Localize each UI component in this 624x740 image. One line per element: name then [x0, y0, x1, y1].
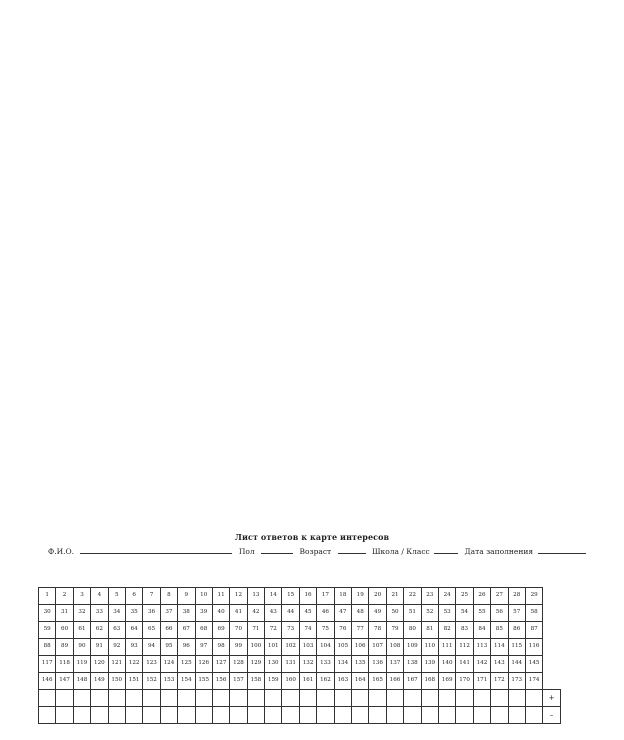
question-number-cell: 169 — [438, 673, 455, 690]
question-number-cell: 44 — [282, 605, 299, 622]
question-number-cell: 166 — [386, 673, 403, 690]
question-number-cell: 24 — [438, 588, 455, 605]
fio-input-line[interactable] — [80, 547, 232, 554]
question-number-cell: 110 — [421, 639, 438, 656]
answer-mark-cell[interactable] — [352, 707, 369, 724]
date-input-line[interactable] — [538, 547, 586, 554]
fio-label: Ф.И.О. — [48, 547, 75, 556]
question-number-cell: 159 — [265, 673, 282, 690]
answer-mark-cell[interactable] — [56, 690, 73, 707]
question-number-cell: 130 — [265, 656, 282, 673]
question-number-cell: 145 — [525, 656, 542, 673]
question-number-cell: 101 — [265, 639, 282, 656]
answer-mark-row — [39, 707, 561, 724]
answer-mark-cell[interactable] — [195, 690, 212, 707]
question-number-cell: 100 — [247, 639, 264, 656]
question-number-cell: 108 — [386, 639, 403, 656]
question-number-cell: 40 — [212, 605, 229, 622]
question-number-cell: 68 — [195, 622, 212, 639]
question-number-cell: 21 — [386, 588, 403, 605]
answer-mark-cell[interactable] — [247, 707, 264, 724]
question-number-cell: 67 — [178, 622, 195, 639]
answer-mark-cell[interactable] — [508, 707, 525, 724]
question-number-cell: 54 — [456, 605, 473, 622]
question-number-cell: 102 — [282, 639, 299, 656]
gender-input-line[interactable] — [261, 547, 293, 554]
question-number-cell: 29 — [525, 588, 542, 605]
question-number-cell: 148 — [73, 673, 90, 690]
question-number-cell: 47 — [334, 605, 351, 622]
school-input-line[interactable] — [434, 547, 458, 554]
question-number-cell: 137 — [386, 656, 403, 673]
question-number-cell: 62 — [91, 622, 108, 639]
question-number-cell: 124 — [160, 656, 177, 673]
question-number-cell: 75 — [317, 622, 334, 639]
question-number-cell: 104 — [317, 639, 334, 656]
question-number-cell: 26 — [473, 588, 490, 605]
question-number-cell: 64 — [125, 622, 142, 639]
question-number-cell: 86 — [508, 622, 525, 639]
question-number-cell: 51 — [404, 605, 421, 622]
question-number-cell: 90 — [73, 639, 90, 656]
question-number-cell: 1 — [39, 588, 56, 605]
answer-mark-cell[interactable] — [299, 690, 316, 707]
question-number-cell: 4 — [91, 588, 108, 605]
answer-mark-cell[interactable] — [317, 690, 334, 707]
question-number-cell: 165 — [369, 673, 386, 690]
answer-mark-cell[interactable] — [352, 690, 369, 707]
question-number-cell: 167 — [404, 673, 421, 690]
question-number-cell: 10 — [195, 588, 212, 605]
question-number-cell: 55 — [473, 605, 490, 622]
question-number-cell: 142 — [473, 656, 490, 673]
question-number-cell: 106 — [352, 639, 369, 656]
answer-mark-cell[interactable] — [125, 690, 142, 707]
answer-mark-cell[interactable] — [160, 690, 177, 707]
question-number-cell: 28 — [508, 588, 525, 605]
answer-mark-cell[interactable] — [456, 690, 473, 707]
question-number-cell: 172 — [491, 673, 508, 690]
empty-cell — [543, 656, 560, 673]
question-number-cell: 134 — [334, 656, 351, 673]
question-number-cell: 84 — [473, 622, 490, 639]
question-number-cell: 2 — [56, 588, 73, 605]
question-number-cell: 128 — [230, 656, 247, 673]
question-number-cell: 41 — [230, 605, 247, 622]
question-number-cell: 57 — [508, 605, 525, 622]
answer-mark-cell[interactable] — [265, 707, 282, 724]
question-number-cell: 82 — [438, 622, 455, 639]
question-number-cell: 8 — [160, 588, 177, 605]
answer-mark-cell[interactable] — [438, 707, 455, 724]
answer-mark-cell[interactable] — [508, 690, 525, 707]
question-number-cell: 168 — [421, 673, 438, 690]
answer-mark-cell[interactable] — [369, 707, 386, 724]
answer-mark-cell[interactable] — [265, 690, 282, 707]
question-number-cell: 96 — [178, 639, 195, 656]
question-number-cell: 46 — [317, 605, 334, 622]
question-number-cell: 119 — [73, 656, 90, 673]
question-number-cell: 78 — [369, 622, 386, 639]
question-number-cell: 126 — [195, 656, 212, 673]
question-number-cell: 132 — [299, 656, 316, 673]
question-number-cell: 170 — [456, 673, 473, 690]
question-number-cell: 171 — [473, 673, 490, 690]
school-label: Школа / Класс — [372, 547, 430, 556]
question-number-cell: 109 — [404, 639, 421, 656]
empty-cell — [543, 639, 560, 656]
answer-mark-cell[interactable] — [438, 690, 455, 707]
answer-mark-cell[interactable] — [334, 690, 351, 707]
empty-cell — [543, 605, 560, 622]
question-number-cell: 30 — [39, 605, 56, 622]
question-number-cell: 42 — [247, 605, 264, 622]
answer-mark-cell[interactable] — [386, 690, 403, 707]
question-number-cell: 164 — [352, 673, 369, 690]
question-number-cell: 111 — [438, 639, 455, 656]
question-number-cell: 154 — [178, 673, 195, 690]
question-number-cell: 63 — [108, 622, 125, 639]
question-number-cell: 115 — [508, 639, 525, 656]
question-number-cell: 143 — [491, 656, 508, 673]
answer-mark-cell[interactable] — [230, 707, 247, 724]
question-number-cell: 112 — [456, 639, 473, 656]
question-number-cell: 38 — [178, 605, 195, 622]
answer-mark-cell[interactable] — [73, 707, 90, 724]
question-number-cell: 59 — [39, 622, 56, 639]
question-number-cell: 122 — [125, 656, 142, 673]
question-number-cell: 56 — [491, 605, 508, 622]
answer-mark-cell[interactable] — [39, 707, 56, 724]
question-number-cell: 36 — [143, 605, 160, 622]
question-number-cell: 91 — [91, 639, 108, 656]
question-number-cell: 14 — [265, 588, 282, 605]
question-number-cell: 138 — [404, 656, 421, 673]
answer-mark-cell[interactable] — [491, 707, 508, 724]
answer-mark-cell[interactable] — [247, 690, 264, 707]
question-number-cell: 162 — [317, 673, 334, 690]
answer-mark-cell[interactable] — [125, 707, 142, 724]
answer-mark-cell[interactable] — [178, 690, 195, 707]
question-number-cell: 127 — [212, 656, 229, 673]
question-number-cell: 15 — [282, 588, 299, 605]
question-number-cell: 158 — [247, 673, 264, 690]
gender-label: Пол — [238, 547, 255, 556]
question-number-cell: 9 — [178, 588, 195, 605]
question-number-cell: 81 — [421, 622, 438, 639]
answer-mark-cell[interactable] — [456, 707, 473, 724]
question-number-cell: 5 — [108, 588, 125, 605]
question-number-cell: 45 — [299, 605, 316, 622]
question-number-cell: 98 — [212, 639, 229, 656]
question-number-cell: 58 — [525, 605, 542, 622]
question-number-cell: 125 — [178, 656, 195, 673]
question-number-cell: 174 — [525, 673, 542, 690]
question-number-cell: 61 — [73, 622, 90, 639]
answer-mark-cell[interactable] — [143, 690, 160, 707]
question-number-cell: 173 — [508, 673, 525, 690]
question-number-cell: 161 — [299, 673, 316, 690]
question-number-cell: 53 — [438, 605, 455, 622]
question-number-cell: 150 — [108, 673, 125, 690]
question-number-cell: 70 — [230, 622, 247, 639]
answer-mark-cell[interactable] — [56, 707, 73, 724]
question-number-cell: 69 — [212, 622, 229, 639]
question-number-cell: 94 — [143, 639, 160, 656]
grid-row — [39, 588, 561, 605]
question-number-cell: 19 — [352, 588, 369, 605]
question-number-cell: 153 — [160, 673, 177, 690]
answer-mark-cell[interactable] — [404, 707, 421, 724]
question-number-cell: 149 — [91, 673, 108, 690]
answer-mark-cell[interactable] — [421, 707, 438, 724]
question-number-cell: 118 — [56, 656, 73, 673]
question-number-cell: 50 — [386, 605, 403, 622]
question-number-cell: 146 — [39, 673, 56, 690]
question-number-cell: 31 — [56, 605, 73, 622]
question-number-cell: 117 — [39, 656, 56, 673]
question-number-cell: 92 — [108, 639, 125, 656]
answer-mark-cell[interactable] — [91, 690, 108, 707]
question-number-cell: 135 — [352, 656, 369, 673]
answer-mark-cell[interactable] — [230, 690, 247, 707]
answer-mark-cell[interactable] — [317, 707, 334, 724]
question-number-cell: 114 — [491, 639, 508, 656]
question-number-cell: 12 — [230, 588, 247, 605]
question-number-cell: 155 — [195, 673, 212, 690]
answer-mark-cell[interactable] — [473, 707, 490, 724]
question-number-cell: 32 — [73, 605, 90, 622]
question-number-cell: 129 — [247, 656, 264, 673]
question-number-cell: 160 — [282, 673, 299, 690]
question-number-cell: 97 — [195, 639, 212, 656]
answer-mark-cell[interactable] — [369, 690, 386, 707]
personal-info-fields — [48, 547, 590, 556]
question-number-cell: 83 — [456, 622, 473, 639]
answer-mark-cell[interactable] — [404, 690, 421, 707]
question-number-cell: 16 — [299, 588, 316, 605]
plus-sign-label: + — [543, 690, 560, 707]
answer-grid — [38, 587, 561, 724]
question-number-cell: 17 — [317, 588, 334, 605]
question-number-cell: 52 — [421, 605, 438, 622]
question-number-cell: 157 — [230, 673, 247, 690]
question-number-cell: 60 — [56, 622, 73, 639]
question-number-cell: 88 — [39, 639, 56, 656]
question-number-cell: 113 — [473, 639, 490, 656]
empty-cell — [543, 673, 560, 690]
question-number-cell: 116 — [525, 639, 542, 656]
answer-mark-cell[interactable] — [73, 690, 90, 707]
question-number-cell: 139 — [421, 656, 438, 673]
question-number-cell: 131 — [282, 656, 299, 673]
question-number-cell: 33 — [91, 605, 108, 622]
grid-row — [39, 622, 561, 639]
answer-mark-cell[interactable] — [421, 690, 438, 707]
date-label: Дата заполнения — [464, 547, 534, 556]
question-number-cell: 76 — [334, 622, 351, 639]
answer-mark-cell[interactable] — [491, 690, 508, 707]
question-number-cell: 107 — [369, 639, 386, 656]
question-number-cell: 18 — [334, 588, 351, 605]
answer-mark-cell[interactable] — [39, 690, 56, 707]
question-number-cell: 27 — [491, 588, 508, 605]
question-number-cell: 121 — [108, 656, 125, 673]
answer-mark-cell[interactable] — [334, 707, 351, 724]
answer-mark-cell[interactable] — [386, 707, 403, 724]
question-number-cell: 133 — [317, 656, 334, 673]
empty-cell — [543, 622, 560, 639]
answer-mark-cell[interactable] — [160, 707, 177, 724]
grid-row — [39, 656, 561, 673]
question-number-cell: 147 — [56, 673, 73, 690]
question-number-cell: 35 — [125, 605, 142, 622]
question-number-cell: 99 — [230, 639, 247, 656]
question-number-cell: 120 — [91, 656, 108, 673]
answer-mark-cell[interactable] — [473, 690, 490, 707]
answer-mark-row — [39, 690, 561, 707]
answer-mark-cell[interactable] — [212, 690, 229, 707]
answer-mark-cell[interactable] — [108, 690, 125, 707]
question-number-cell: 156 — [212, 673, 229, 690]
question-number-cell: 20 — [369, 588, 386, 605]
question-number-cell: 144 — [508, 656, 525, 673]
grid-row — [39, 605, 561, 622]
answer-mark-cell[interactable] — [299, 707, 316, 724]
question-number-cell: 6 — [125, 588, 142, 605]
question-number-cell: 89 — [56, 639, 73, 656]
empty-cell — [543, 588, 560, 605]
question-number-cell: 39 — [195, 605, 212, 622]
question-number-cell: 74 — [299, 622, 316, 639]
question-number-cell: 48 — [352, 605, 369, 622]
question-number-cell: 34 — [108, 605, 125, 622]
question-number-cell: 80 — [404, 622, 421, 639]
question-number-cell: 3 — [73, 588, 90, 605]
question-number-cell: 73 — [282, 622, 299, 639]
question-number-cell: 71 — [247, 622, 264, 639]
question-number-cell: 66 — [160, 622, 177, 639]
answer-mark-cell[interactable] — [178, 707, 195, 724]
sheet-title: Лист ответов к карте интересов — [234, 532, 390, 542]
question-number-cell: 13 — [247, 588, 264, 605]
answer-mark-cell[interactable] — [91, 707, 108, 724]
question-number-cell: 79 — [386, 622, 403, 639]
question-number-cell: 77 — [352, 622, 369, 639]
answer-mark-cell[interactable] — [525, 707, 542, 724]
question-number-cell: 105 — [334, 639, 351, 656]
question-number-cell: 123 — [143, 656, 160, 673]
question-number-cell: 43 — [265, 605, 282, 622]
question-number-cell: 72 — [265, 622, 282, 639]
answer-mark-cell[interactable] — [282, 707, 299, 724]
question-number-cell: 22 — [404, 588, 421, 605]
answer-mark-cell[interactable] — [108, 707, 125, 724]
age-input-line[interactable] — [338, 547, 366, 554]
grid-row — [39, 673, 561, 690]
question-number-cell: 87 — [525, 622, 542, 639]
answer-mark-cell[interactable] — [143, 707, 160, 724]
question-number-cell: 25 — [456, 588, 473, 605]
question-number-cell: 136 — [369, 656, 386, 673]
answer-mark-cell[interactable] — [212, 707, 229, 724]
question-number-cell: 11 — [212, 588, 229, 605]
grid-row — [39, 639, 561, 656]
question-number-cell: 85 — [491, 622, 508, 639]
question-number-cell: 141 — [456, 656, 473, 673]
question-number-cell: 151 — [125, 673, 142, 690]
answer-mark-cell[interactable] — [282, 690, 299, 707]
question-number-cell: 93 — [125, 639, 142, 656]
question-number-cell: 95 — [160, 639, 177, 656]
question-number-cell: 49 — [369, 605, 386, 622]
answer-mark-cell[interactable] — [195, 707, 212, 724]
question-number-cell: 140 — [438, 656, 455, 673]
minus-sign-label: – — [543, 707, 560, 724]
question-number-cell: 7 — [143, 588, 160, 605]
answer-mark-cell[interactable] — [525, 690, 542, 707]
question-number-cell: 163 — [334, 673, 351, 690]
question-number-cell: 65 — [143, 622, 160, 639]
age-label: Возраст — [299, 547, 332, 556]
question-number-cell: 37 — [160, 605, 177, 622]
question-number-cell: 23 — [421, 588, 438, 605]
question-number-cell: 152 — [143, 673, 160, 690]
question-number-cell: 103 — [299, 639, 316, 656]
